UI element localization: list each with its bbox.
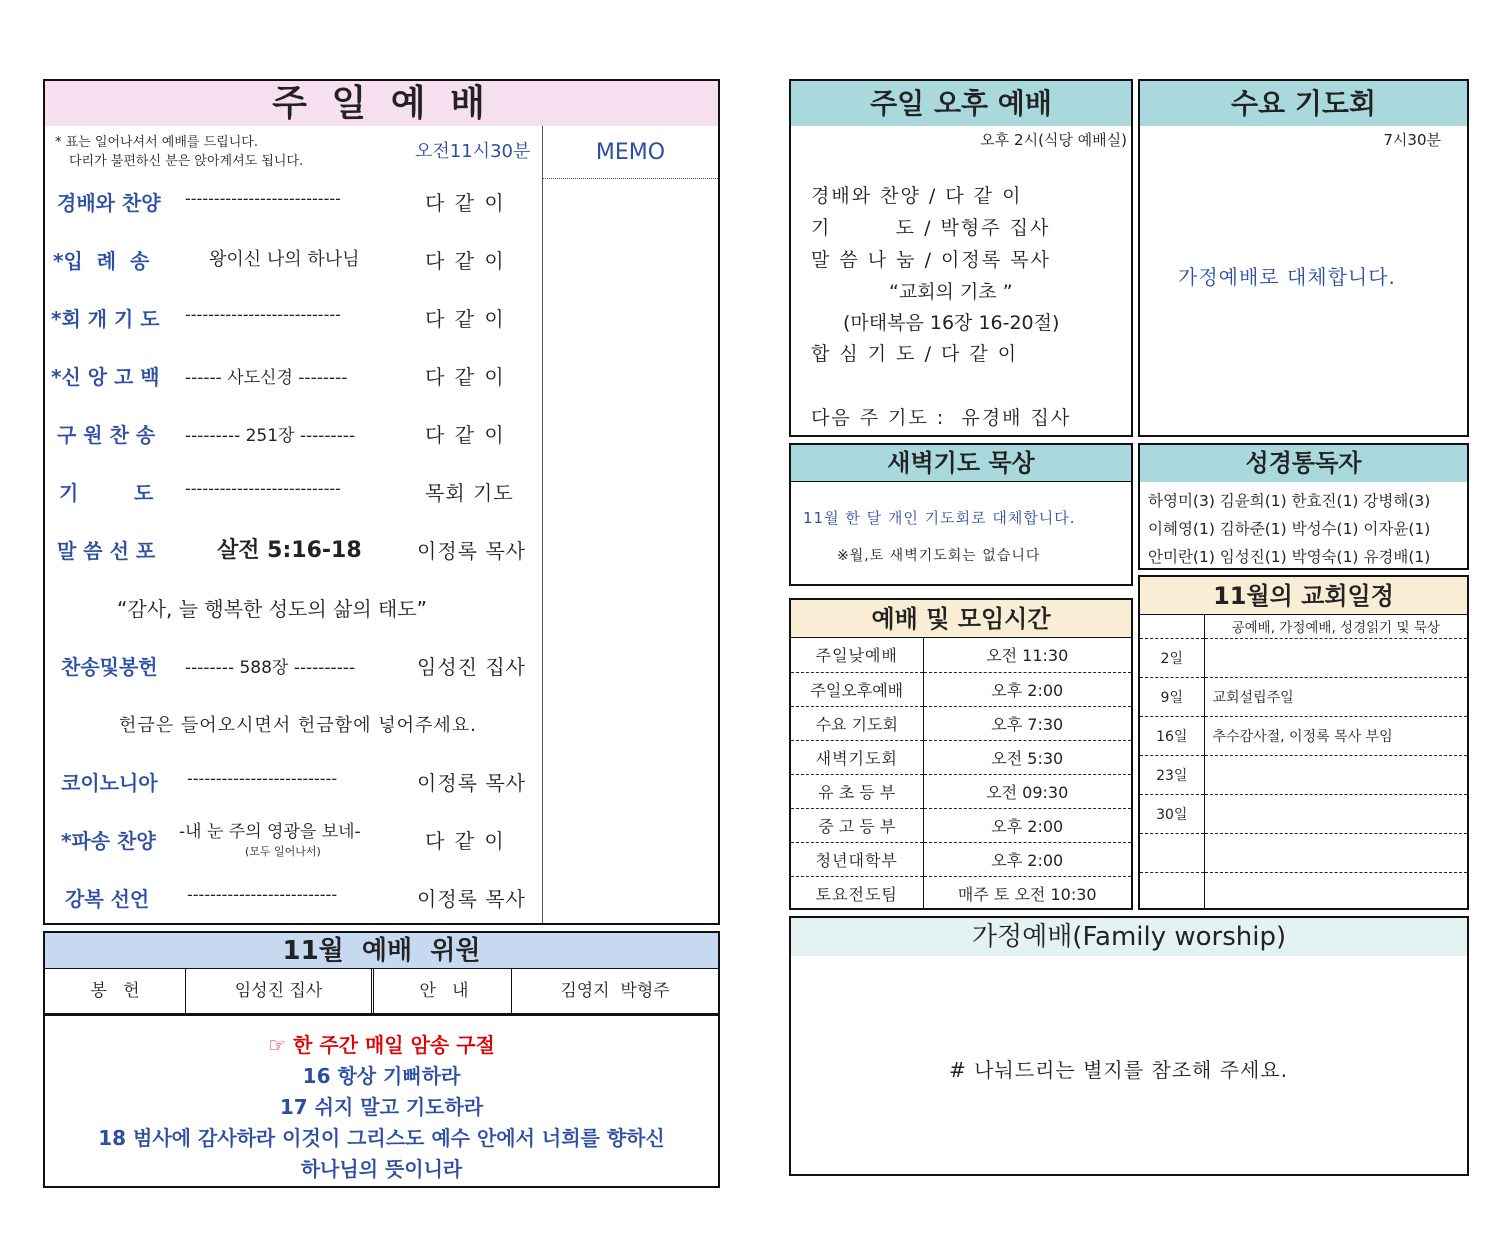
meeting-name: 수요 기도회 <box>791 706 923 740</box>
order-detail: -------- 588장 ---------- <box>185 658 356 678</box>
readers-row: 하영미(3) 김윤희(1) 한효진(1) 강병해(3) <box>1148 492 1431 510</box>
order-detail: --------------------------- <box>185 189 341 208</box>
afternoon-line: 말 씀 나 눔 / 이정록 목사 <box>811 249 1051 271</box>
schedule-date: 9일 <box>1140 677 1204 716</box>
order-detail: ------ 사도신경 -------- <box>185 368 348 388</box>
afternoon-line: 기 도 / 박형주 집사 <box>811 217 1051 239</box>
family-worship-panel <box>789 916 1469 1176</box>
verse-line: 16 항상 기뻐하라 <box>302 1064 461 1088</box>
order-detail: --------------------------- <box>185 479 341 498</box>
meeting-name: 토요전도팀 <box>791 876 923 910</box>
table-row <box>1140 677 1467 716</box>
order-leader: 목회 기도 <box>425 481 514 505</box>
table-row <box>1140 755 1467 794</box>
order-detail: --------------------------- <box>185 305 341 324</box>
order-label: *파송 찬양 <box>61 829 156 853</box>
schedule-date <box>1140 872 1204 909</box>
table-row <box>791 672 1131 706</box>
order-detail: -내 눈 주의 영광을 보네- <box>179 822 361 842</box>
memory-verse-panel <box>43 1013 720 1188</box>
order-leader: 다 같 이 <box>425 191 506 215</box>
standing-note: * 표는 일어나셔서 예배를 드립니다. <box>55 135 258 150</box>
order-detail: --------- 251장 --------- <box>185 426 356 446</box>
sermon-title: “교회의 기초 ” <box>889 281 1013 303</box>
sermon-scripture: 살전 5:16-18 <box>217 538 362 563</box>
schedule-event <box>1204 755 1467 794</box>
dawn-title: 새벽기도 묵상 <box>791 445 1131 482</box>
service-time: 오전11시30분 <box>415 141 531 162</box>
order-leader: 다 같 이 <box>425 829 506 853</box>
meeting-time: 오전 5:30 <box>923 740 1131 774</box>
meeting-name: 주일오후예배 <box>791 672 923 706</box>
readers-row: 이혜영(1) 김하준(1) 박성수(1) 이자윤(1) <box>1148 520 1431 538</box>
meeting-time: 오전 09:30 <box>923 774 1131 808</box>
meeting-name: 청년대학부 <box>791 842 923 876</box>
sermon-title: “감사, 늘 행복한 성도의 삶의 태도” <box>117 597 428 621</box>
order-leader: 다 같 이 <box>425 249 506 273</box>
table-row <box>791 842 1131 876</box>
table-row <box>1140 833 1467 872</box>
wednesday-prayer-panel <box>1138 79 1469 437</box>
order-leader: 다 같 이 <box>425 365 506 389</box>
readers-row: 안미란(1) 임성진(1) 박영숙(1) 유경배(1) <box>1148 548 1431 566</box>
order-detail: -------------------------- <box>187 885 338 904</box>
order-label: *회 개 기 도 <box>51 307 160 331</box>
bible-readers-panel <box>1138 443 1469 570</box>
meeting-time: 오후 7:30 <box>923 706 1131 740</box>
sitting-note: 다리가 불편하신 분은 앉아계셔도 됩니다. <box>69 154 304 169</box>
afternoon-title: 주일 오후 예배 <box>791 81 1131 126</box>
table-row <box>791 740 1131 774</box>
order-label: 코이노니아 <box>61 771 158 795</box>
verse-line: 17 쉬지 말고 기도하라 <box>279 1095 484 1119</box>
table-row <box>1140 794 1467 833</box>
dawn-prayer-panel <box>789 443 1133 586</box>
order-label: 경배와 찬양 <box>57 191 161 215</box>
sending-note: (모두 일어나서) <box>245 845 321 858</box>
order-leader: 임성진 집사 <box>417 655 526 679</box>
order-detail: 왕이신 나의 하나님 <box>209 249 360 270</box>
table-row <box>791 638 1131 672</box>
next-prayer: 다음 주 기도 : 유경배 집사 <box>811 407 1072 429</box>
offering-note: 헌금은 들어오시면서 헌금함에 넣어주세요. <box>119 715 477 736</box>
committee-title: 11월 예배 위원 <box>45 933 718 969</box>
meetings-title: 예배 및 모임시간 <box>791 600 1131 638</box>
schedule-date <box>1140 833 1204 872</box>
order-leader: 이정록 목사 <box>417 539 526 563</box>
table-row <box>791 774 1131 808</box>
verse-line: 18 범사에 감사하라 이것이 그리스도 예수 안에서 너희를 향하신 <box>98 1126 665 1150</box>
table-row <box>1140 872 1467 909</box>
committee-cell: 김영지 박형주 <box>560 981 670 1001</box>
order-leader: 이정록 목사 <box>417 771 526 795</box>
order-label: 말 씀 선 포 <box>57 539 156 563</box>
schedule-date: 30일 <box>1140 794 1204 833</box>
wednesday-notice: 가정예배로 대체합니다. <box>1178 265 1396 289</box>
meeting-time: 오전 11:30 <box>923 638 1131 672</box>
table-row <box>791 876 1131 910</box>
afternoon-line: 경배와 찬양 / 다 같 이 <box>811 185 1023 207</box>
meetings-table <box>791 638 1131 910</box>
schedule-table <box>1140 615 1467 909</box>
table-row <box>1140 638 1467 677</box>
schedule-event <box>1204 833 1467 872</box>
schedule-date: 23일 <box>1140 755 1204 794</box>
order-leader: 다 같 이 <box>425 307 506 331</box>
table-row <box>791 706 1131 740</box>
schedule-date: 2일 <box>1140 638 1204 677</box>
order-label: 강복 선언 <box>65 887 150 911</box>
sunday-service-panel <box>43 79 720 925</box>
order-label: 기 도 <box>59 481 154 505</box>
order-leader: 이정록 목사 <box>417 887 526 911</box>
order-label: 찬송및봉헌 <box>61 655 158 679</box>
wednesday-time: 7시30분 <box>1383 131 1441 149</box>
meeting-name: 주일낮예배 <box>791 638 923 672</box>
wednesday-title: 수요 기도회 <box>1140 81 1467 126</box>
meeting-time: 오후 2:00 <box>923 808 1131 842</box>
table-row <box>791 808 1131 842</box>
afternoon-line: 합 심 기 도 / 다 같 이 <box>811 343 1019 365</box>
schedule-event <box>1204 638 1467 677</box>
meeting-times-panel <box>789 598 1133 910</box>
meeting-time: 오후 2:00 <box>923 842 1131 876</box>
committee-cell: 임성진 집사 <box>186 969 374 1013</box>
meeting-name: 중 고 등 부 <box>791 808 923 842</box>
order-detail: -------------------------- <box>187 769 338 788</box>
church-schedule-panel <box>1138 575 1469 910</box>
order-label: *입 례 송 <box>53 249 150 273</box>
verse-line: 하나님의 뜻이니라 <box>300 1157 463 1181</box>
meeting-name: 새벽기도회 <box>791 740 923 774</box>
order-label: *신 앙 고 백 <box>51 365 160 389</box>
readers-title: 성경통독자 <box>1140 445 1467 482</box>
memory-heading: ☞ 한 주간 매일 암송 구절 <box>268 1033 495 1057</box>
schedule-event <box>1204 794 1467 833</box>
committee-cell: 봉 헌 <box>45 969 186 1013</box>
meeting-name: 유 초 등 부 <box>791 774 923 808</box>
dawn-notice: 11월 한 달 개인 기도회로 대체합니다. <box>803 509 1076 527</box>
afternoon-time: 오후 2시(식당 예배실) <box>980 131 1127 149</box>
schedule-subheader: 공예배, 가정예배, 성경읽기 및 묵상 <box>1204 615 1467 638</box>
dawn-note: ※월,토 새벽기도회는 없습니다 <box>837 548 1041 564</box>
order-leader: 다 같 이 <box>425 423 506 447</box>
sermon-scripture: (마태복음 16장 16-20절) <box>843 312 1060 334</box>
memo-label: MEMO <box>543 126 718 179</box>
meeting-time: 매주 토 오전 10:30 <box>957 884 1097 904</box>
schedule-event: 교회설립주일 <box>1204 677 1467 716</box>
committee-cell: 안 내 <box>377 969 512 1013</box>
family-title: 가정예배(Family worship) <box>791 918 1467 956</box>
sunday-service-title: 주 일 예 배 <box>45 81 718 126</box>
committee-panel <box>43 931 720 1015</box>
schedule-event <box>1204 872 1467 909</box>
afternoon-service-panel <box>789 79 1133 437</box>
memo-column <box>542 126 718 923</box>
schedule-date: 16일 <box>1140 716 1204 755</box>
order-label: 구 원 찬 송 <box>57 423 156 447</box>
schedule-event: 추수감사절, 이정록 목사 부임 <box>1204 716 1467 755</box>
table-row <box>1140 716 1467 755</box>
family-notice: # 나눠드리는 별지를 참조해 주세요. <box>949 1058 1289 1082</box>
table-row <box>1140 615 1467 638</box>
meeting-time: 오후 2:00 <box>923 672 1131 706</box>
schedule-title: 11월의 교회일정 <box>1140 577 1467 615</box>
